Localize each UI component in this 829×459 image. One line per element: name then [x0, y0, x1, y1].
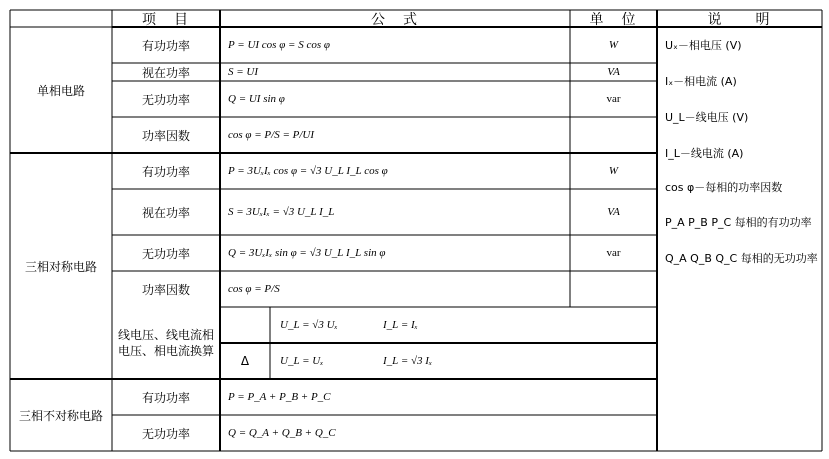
- formula-y-current: I_L = Iₓ: [383, 319, 418, 331]
- note-active-per-phase: P_A P_B P_C 每相的有功功率: [665, 216, 812, 229]
- group-three-phase-symmetric: 三相对称电路: [24, 259, 97, 274]
- delta-symbol: Δ: [240, 354, 250, 368]
- unit-ts-active: W: [608, 165, 619, 177]
- note-line-current: I_L－线电流 (A): [665, 147, 744, 160]
- unit-sp-active: W: [608, 39, 619, 51]
- note-phase-voltage: Uₓ－相电压 (V): [665, 39, 742, 52]
- formula-ts-pf: cos φ = P/S: [228, 283, 280, 295]
- formula-sp-reactive: Q = UI sin φ: [228, 93, 285, 105]
- unit-sp-apparent: VA: [607, 66, 620, 78]
- header-item: 项 目: [142, 11, 190, 28]
- formula-ta-active: P = P_A + P_B + P_C: [228, 391, 331, 403]
- unit-sp-reactive: var: [606, 93, 621, 105]
- item-sp-active: 有功功率: [141, 38, 190, 53]
- group-three-phase-asymmetric: 三相不对称电路: [18, 408, 103, 423]
- unit-ts-apparent: VA: [607, 206, 620, 218]
- formula-ta-reactive: Q = Q_A + Q_B + Q_C: [228, 427, 336, 439]
- item-ts-reactive: 无功功率: [141, 246, 190, 261]
- header-note: 说 明: [707, 11, 772, 28]
- note-line-voltage: U_L－线电压 (V): [665, 111, 749, 124]
- formula-sp-pf: cos φ = P/S = P/UI: [228, 129, 315, 141]
- note-reactive-per-phase: Q_A Q_B Q_C 每相的无功功率: [665, 252, 818, 265]
- formula-sp-active: P = UI cos φ = S cos φ: [228, 39, 330, 51]
- formula-delta-current: I_L = √3 Iₓ: [383, 355, 433, 367]
- formula-y-voltage: U_L = √3 Uₓ: [280, 319, 338, 331]
- item-ts-conversion: 线电压、线电流相电压、相电流换算: [117, 328, 214, 358]
- item-ts-apparent: 视在功率: [141, 205, 190, 220]
- item-ts-pf: 功率因数: [141, 282, 190, 297]
- item-sp-reactive: 无功功率: [141, 92, 190, 107]
- formula-ts-active: P = 3UₓIₓ cos φ = √3 U_L I_L cos φ: [228, 165, 388, 177]
- item-ts-active: 有功功率: [141, 164, 190, 179]
- formula-delta-voltage: U_L = Uₓ: [280, 355, 324, 367]
- item-sp-apparent: 视在功率: [141, 65, 190, 80]
- formula-sp-apparent: S = UI: [228, 66, 259, 78]
- note-phase-current: Iₓ－相电流 (A): [665, 75, 737, 88]
- header-unit: 单 位: [589, 11, 638, 28]
- group-single-phase: 单相电路: [36, 83, 85, 98]
- unit-ts-reactive: var: [606, 247, 621, 259]
- formula-ts-apparent: S = 3UₓIₓ = √3 U_L I_L: [228, 206, 335, 218]
- note-power-factor: cos φ－每相的功率因数: [665, 181, 783, 194]
- formula-ts-reactive: Q = 3UₓIₓ sin φ = √3 U_L I_L sin φ: [228, 247, 386, 259]
- item-ta-reactive: 无功功率: [141, 426, 190, 441]
- item-ta-active: 有功功率: [141, 390, 190, 405]
- header-formula: 公 式: [371, 11, 419, 28]
- item-sp-pf: 功率因数: [141, 128, 190, 143]
